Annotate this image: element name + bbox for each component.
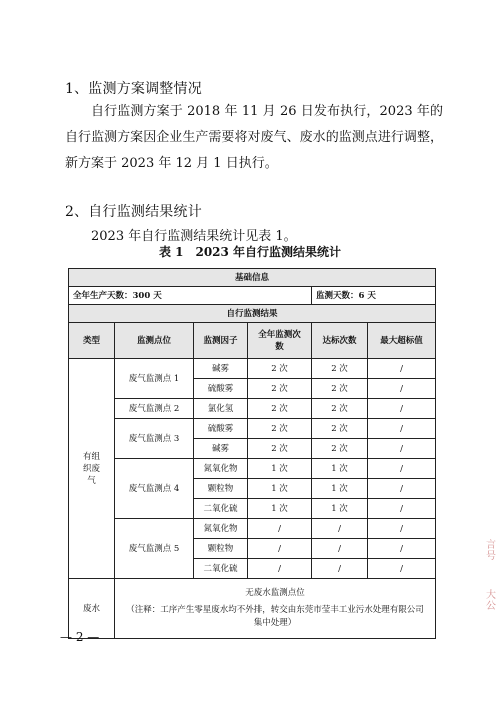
wastewater-note: （注释：工序产生零星废水均不外排，转交由东莞市莹丰工业污水处理有限公司集中处理） bbox=[126, 605, 424, 628]
column-header: 类型 bbox=[69, 323, 115, 359]
seal-fragment-mark: 言 号 bbox=[486, 540, 496, 562]
type-water-cell: 废水 bbox=[69, 579, 115, 639]
monitoring-days: 监测天数：6 天 bbox=[312, 287, 436, 305]
pass-cell: 2 次 bbox=[312, 359, 368, 379]
monitoring-results-table bbox=[68, 268, 436, 639]
table-row bbox=[69, 359, 436, 379]
factor-cell: 二氧化硫 bbox=[194, 559, 248, 579]
type-gas-cell: 有组织废气 bbox=[69, 359, 115, 579]
seal-fragment-mark: 大 公 bbox=[486, 590, 496, 612]
factor-cell: 氮氧化物 bbox=[194, 519, 248, 539]
max-cell: / bbox=[368, 439, 436, 459]
pass-cell: 1 次 bbox=[312, 459, 368, 479]
max-cell: / bbox=[368, 539, 436, 559]
factor-cell: 硫酸雾 bbox=[194, 379, 248, 399]
pass-cell: / bbox=[312, 559, 368, 579]
max-cell: / bbox=[368, 379, 436, 399]
pass-cell: 1 次 bbox=[312, 499, 368, 519]
table-row bbox=[69, 419, 436, 439]
times-cell: 1 次 bbox=[248, 459, 312, 479]
point-cell: 废气监测点 2 bbox=[115, 399, 194, 419]
max-cell: / bbox=[368, 399, 436, 419]
section-2-heading: 2、自行监测结果统计 bbox=[65, 204, 202, 220]
basic-info-header: 基础信息 bbox=[69, 269, 436, 287]
factor-cell: 颗粒物 bbox=[194, 539, 248, 559]
max-cell: / bbox=[368, 499, 436, 519]
times-cell: 2 次 bbox=[248, 379, 312, 399]
pass-cell: / bbox=[312, 519, 368, 539]
results-header: 自行监测结果 bbox=[69, 305, 436, 323]
pass-cell: 2 次 bbox=[312, 379, 368, 399]
pass-cell: 2 次 bbox=[312, 399, 368, 419]
factor-cell: 碱雾 bbox=[194, 359, 248, 379]
pass-cell: / bbox=[312, 539, 368, 559]
section-2-line: 2023 年自行监测结果统计见表 1。 bbox=[91, 229, 297, 244]
table-row bbox=[69, 399, 436, 419]
max-cell: / bbox=[368, 419, 436, 439]
point-cell: 废气监测点 5 bbox=[115, 519, 194, 579]
times-cell: / bbox=[248, 539, 312, 559]
table-row bbox=[69, 519, 436, 539]
table-caption: 表 1 2023 年自行监测结果统计 bbox=[158, 245, 342, 259]
max-cell: / bbox=[368, 519, 436, 539]
factor-cell: 颗粒物 bbox=[194, 479, 248, 499]
max-cell: / bbox=[368, 559, 436, 579]
factor-cell: 氯化氢 bbox=[194, 399, 248, 419]
pass-cell: 2 次 bbox=[312, 439, 368, 459]
max-cell: / bbox=[368, 359, 436, 379]
times-cell: 2 次 bbox=[248, 359, 312, 379]
factor-cell: 碱雾 bbox=[194, 439, 248, 459]
wastewater-row bbox=[69, 579, 436, 639]
point-cell: 废气监测点 4 bbox=[115, 459, 194, 519]
column-header: 全年监测次数 bbox=[248, 323, 312, 359]
column-header: 最大超标值 bbox=[368, 323, 436, 359]
column-header: 达标次数 bbox=[312, 323, 368, 359]
section-1-heading: 1、监测方案调整情况 bbox=[65, 81, 202, 97]
pass-cell: 2 次 bbox=[312, 419, 368, 439]
point-cell: 废气监测点 1 bbox=[115, 359, 194, 399]
point-cell: 废气监测点 3 bbox=[115, 419, 194, 459]
column-header: 监测因子 bbox=[194, 323, 248, 359]
times-cell: / bbox=[248, 559, 312, 579]
times-cell: 1 次 bbox=[248, 499, 312, 519]
wastewater-title: 无废水监测点位 bbox=[245, 588, 305, 598]
times-cell: 1 次 bbox=[248, 479, 312, 499]
factor-cell: 氮氧化物 bbox=[194, 459, 248, 479]
times-cell: 2 次 bbox=[248, 439, 312, 459]
section-1-paragraph: 自行监测方案于 2018 年 11 月 26 日发布执行，2023 年的自行监测方案因企业生产需要将对废气、废水的监测点进行调整，新方案于 2023 年 12 月 1 日执行。 bbox=[65, 104, 443, 171]
pass-cell: 1 次 bbox=[312, 479, 368, 499]
wastewater-note-cell bbox=[115, 579, 436, 639]
max-cell: / bbox=[368, 479, 436, 499]
factor-cell: 硫酸雾 bbox=[194, 419, 248, 439]
times-cell: 2 次 bbox=[248, 399, 312, 419]
times-cell: / bbox=[248, 519, 312, 539]
max-cell: / bbox=[368, 459, 436, 479]
times-cell: 2 次 bbox=[248, 419, 312, 439]
production-days: 全年生产天数：300 天 bbox=[69, 287, 312, 305]
factor-cell: 二氧化硫 bbox=[194, 499, 248, 519]
column-header: 监测点位 bbox=[115, 323, 194, 359]
table-row bbox=[69, 459, 436, 479]
page-number: — 2 — bbox=[60, 630, 100, 644]
